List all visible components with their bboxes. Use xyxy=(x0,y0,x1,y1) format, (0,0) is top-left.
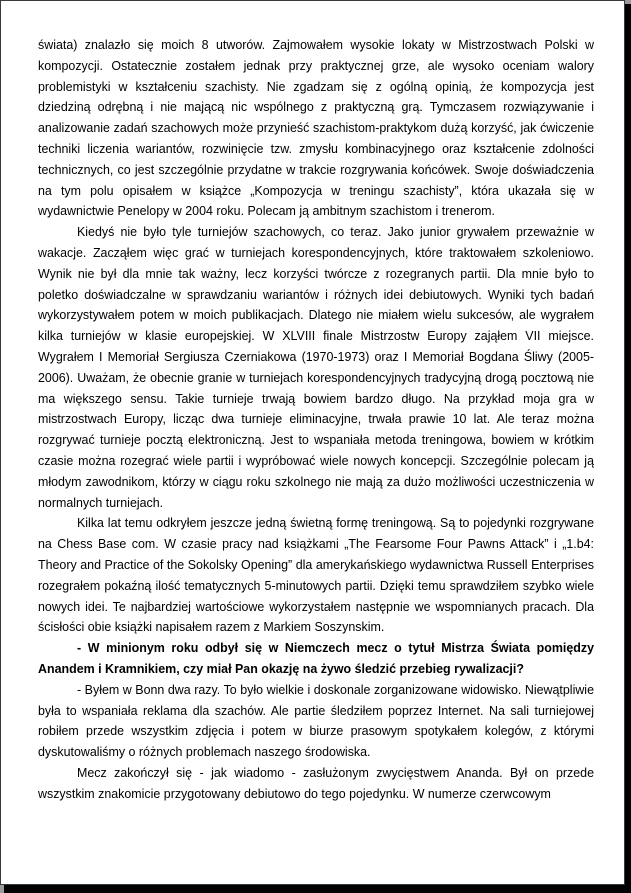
paragraph-continued: świata) znalazło się moich 8 utworów. Zajmowałem wysokie lokaty w Mistrzostwach Polski w kompozycji. Ostatecznie zostałem jednak przy praktycznej grze, ale wysoko oceniam walory problemistyki w kształceniu szachisty. Nie zgadzam się z ogólną opinią, że kompozycja jest dziedziną odrębną i nie mającą nic wspólnego z praktyczną grą. Tymczasem rozwiązywanie i analizowanie zadań szachowych może przynieść szachistom-praktykom dużą korzyść, jak ćwiczenie techniki liczenia wariantów, rozwinięcie tzw. zmysłu kombinacyjnego oraz kształcenie zdolności technicznych, co jest szczególnie przydatne w trakcie rozgrywania końcówek. Swoje doświadczenia na tym polu opisałem w książce „Kompozycja w treningu szachisty”, która ukazała się w wydawnictwie Penelopy w 2004 roku. Polecam ją ambitnym szachistom i trenerom. xyxy=(38,38,594,219)
interview-answer: - Byłem w Bonn dwa razy. To było wielkie i doskonale zorganizowane widowisko. Niewątpliwie była to wspaniała reklama dla szachów. Ale partie śledziłem poprzez Internet. Na sali turniejowej robiłem przede wszystkim zdjęcia i potem w biurze prasowym spotykałem kolegów, z którymi dyskutowaliśmy o różnych problemach naszego środowiska. xyxy=(38,682,594,760)
paragraph-correspondence-chess: Kiedyś nie było tyle turniejów szachowych, co teraz. Jako junior grywałem przeważnie w wakacje. Zacząłem więc grać w turniejach korespondencyjnych, które traktowałem szkoleniowo. Wynik nie był dla mnie tak ważny, lecz korzyści twórcze z rozegranych partii. Dla mnie było to poletko doświadczalne w sprawdzaniu wariantów i różnych idei debiutowych. Wyniki tych badań wykorzystywałem potem w moich publikacjach. Dlatego nie miałem wielu sukcesów, ale wygrałem kilka turniejów w klasie europejskiej. W XLVIII finale Mistrzostw Europy zająłem VII miejsce. Wygrałem I Memoriał Sergiusza Czerniakowa (1970-1973) oraz I Memoriał Bogdana Śliwy (2005-2006). Uważam, że obecnie granie w turniejach korespondencyjnych tradycyjną drogą pocztową nie ma większego sensu. Takie turnieje trwają bowiem bardzo długo. Na przykład moja gra w mistrzostwach Europy, licząc dwa turnieje eliminacyjne, trwała prawie 10 lat. Ale teraz można rozgrywać turnieje pocztą elektroniczną. Jest to wspaniała metoda treningowa, bowiem w krótkim czasie można rozegrać wiele partii i wypróbować wiele nowych koncepcji. Szczególnie polecam ją młodym zawodnikom, którzy w ciągu roku szkolnego nie mają za dużo możliwości uczestniczenia w normalnych turniejach. xyxy=(38,225,594,510)
interview-question: - W minionym roku odbył się w Niemczech mecz o tytuł Mistrza Świata pomiędzy Anandem i Kramnikiem, czy miał Pan okazję na żywo śledzić przebieg rywalizacji? xyxy=(38,641,594,676)
page-shadow-bottom xyxy=(4,885,631,893)
page-shadow-right xyxy=(625,4,631,893)
paragraph-match-result: Mecz zakończył się - jak wiadomo - zasłużonym zwycięstwem Ananda. Był on przede wszystkim znakomicie przygotowany debiutowo do tego pojedynku. W numerze czerwcowym xyxy=(38,765,594,801)
paragraph-chessbase-training: Kilka lat temu odkryłem jeszcze jedną świetną formę treningową. Są to pojedynki rozgrywane na Chess Base com. W czasie pracy nad książkami „The Fearsome Four Pawns Attack” i „1.b4: Theory and Practice of the Sokolsky Opening” dla amerykańskiego wydawnictwa Russell Enterprises rozegrałem pokaźną ilość tematycznych 5-minutowych partii. Dzięki temu sprawdziłem szybko wiele nowych idei. Te najbardziej wartościowe wykorzystałem następnie we wspomnianych pracach. Dla ścisłości obie książki napisałem razem z Markiem Soszynskim. xyxy=(38,516,594,635)
document-body xyxy=(38,35,594,804)
